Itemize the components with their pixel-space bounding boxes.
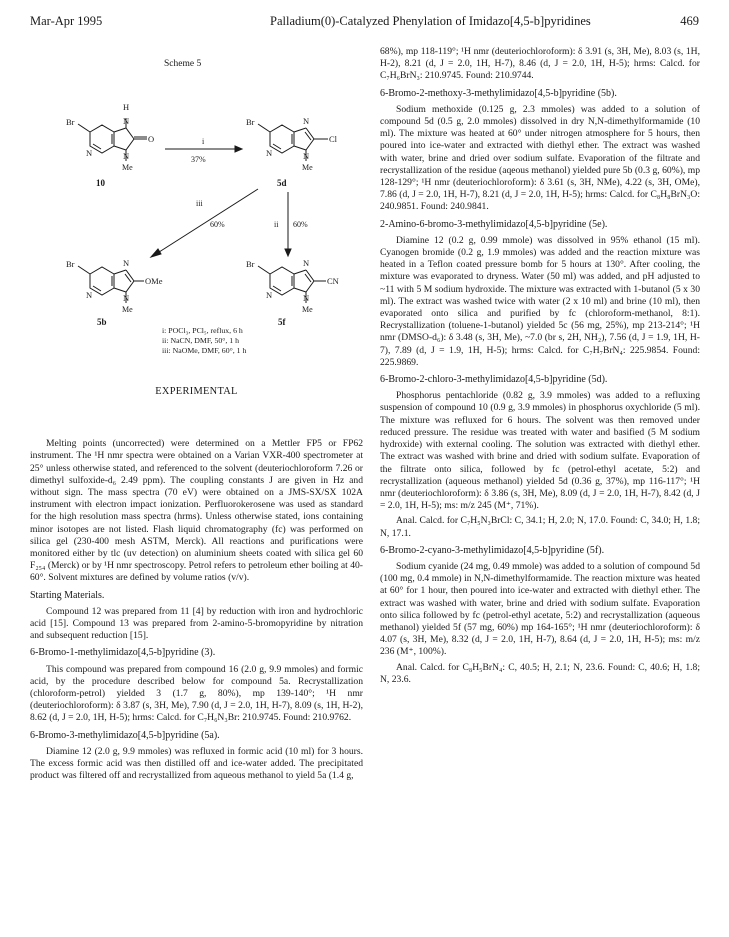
- reaction-conditions: [162, 326, 363, 356]
- condition-i: i: POCl₃, PCl₅, reflux, 6 h: [162, 326, 243, 335]
- atom-label: N: [303, 151, 310, 161]
- compound-heading: 6-Bromo-1-methylimidazo[4,5-b]pyridine (3).: [30, 647, 216, 659]
- condition-iii: iii: NaOMe, DMF, 60°, 1 h: [162, 346, 247, 355]
- arrow-yield: 60%: [210, 220, 225, 229]
- subsection-heading: Starting Materials.: [30, 589, 105, 601]
- reaction-scheme: [30, 44, 363, 326]
- atom-label: N: [303, 116, 310, 126]
- atom-label: H: [123, 102, 130, 112]
- running-title: Palladium(0)-Catalyzed Phenylation of Imidazo[4,5-b]pyridines: [270, 14, 591, 28]
- scheme-title: Scheme 5: [164, 59, 202, 69]
- atom-label: Me: [302, 163, 313, 172]
- condition-ii: ii: NaCN, DMF, 50°, 1 h: [162, 336, 240, 345]
- page-number: 469: [680, 14, 699, 28]
- atom-label: OMe: [145, 276, 163, 286]
- analysis-line: Anal. Calcd. for C₈H₅BrN₄: C, 40.5; H, 2.1; N, 23.6. Found: C, 40.6; H, 1.8; N, 23.6.: [380, 661, 700, 685]
- atom-label: N: [86, 148, 93, 158]
- atom-label: N: [123, 116, 130, 126]
- compound-heading: 2-Amino-6-bromo-3-methylimidazo[4,5-b]pyridine (5e).: [380, 218, 608, 230]
- paragraph: Diamine 12 (2.0 g, 9.9 mmoles) was refluxed in formic acid (10 ml) for 3 hours. The excess formic acid was then distilled off and ice-water added. The precipitated product was filtered off and recrystallized from aqueous methanol to yield 5a (1.4 g,: [30, 745, 363, 782]
- right-column: [380, 46, 700, 689]
- paragraph: Compound 12 was prepared from 11 [4] by reduction with iron and hydrochloric acid [15]. Compound 13 was prepared from 2-amino-5-bromopyridine by nitration and subsequent reduction [15].: [30, 605, 363, 642]
- atom-label: Me: [302, 305, 313, 314]
- atom-label: N: [123, 258, 130, 268]
- atom-label: N: [123, 151, 130, 161]
- compound-heading: 6-Bromo-2-chloro-3-methylimidazo[4,5-b]pyridine (5d).: [380, 374, 608, 386]
- compound-heading: 6-Bromo-2-cyano-3-methylimidazo[4,5-b]pyridine (5f).: [380, 544, 605, 556]
- compound-heading: 6-Bromo-3-methylimidazo[4,5-b]pyridine (5a).: [30, 729, 220, 741]
- atom-label: Br: [246, 117, 255, 127]
- atom-label: N: [266, 290, 273, 300]
- paragraph: This compound was prepared from compound 16 (2.0 g, 9.9 mmoles) and formic acid, by the procedure described below for compound 5a. Recrystallization (chloroform-petrol) yielded 3 (1.7 g, 80%), mp 139-140°; ¹H nmr (deuteriochloroform): δ 3.87 (s, 3H, Me), 7.90 (d, J = 2.0, 1H, H-7), 8.09 (s, 1H, H-2), 8.62 (d, J = 2.0, 1H, H-5); hrms: Calcd. for C₇H₆N₃Br: 210.9745. Found: 210.9762.: [30, 663, 363, 724]
- compound-label: 10: [96, 178, 105, 188]
- arrow-label: ii: [274, 220, 279, 229]
- atom-label: Br: [66, 117, 75, 127]
- compound-heading: 6-Bromo-2-methoxy-3-methylimidazo[4,5-b]pyridine (5b).: [380, 87, 617, 99]
- atom-label: N: [123, 293, 130, 303]
- arrow-label: i: [202, 137, 205, 146]
- scheme-drawing: [30, 44, 363, 326]
- paragraph-continued: 68%), mp 118-119°; ¹H nmr (deuteriochloroform): δ 3.91 (s, 3H, Me), 8.03 (s, 1H, H-2), 8.21 (d, J = 2.0, 1H, H-7), 8.46 (d, J = 2.0, 1H, H-5); hrms: Calcd. for C₇H₆BrN₃: 210.9745. Found: 210.9744.: [380, 46, 700, 82]
- arrow-yield: 37%: [191, 155, 206, 164]
- atom-label: CN: [327, 276, 339, 286]
- section-heading-experimental: EXPERIMENTAL: [155, 386, 238, 397]
- arrow-iii: [156, 189, 258, 254]
- atom-label: N: [303, 258, 310, 268]
- paragraph: Sodium methoxide (0.125 g, 2.3 mmoles) was added to a solution of compound 5d (0.5 g, 2.0 mmoles) dissolved in dry N,N-dimethylformamide (10 ml). The mixture was heated at 60° under nitrogen atmosphere for 5 hours, then poured into ice-water and extracted with diethyl ether. The extract was washed with water, brine and dried over sodium sulfate. Evaporation of the filtrate and recrystallization of the residue (aqeous methanol) yielded pure 5b (0.3 g, 60%), mp 128-129°; ¹H nmr (deuteriochloroform): δ 3.61 (s, 3H, NMe), 4.22 (s, 3H, OMe), 7.86 (d, J = 2.0, 1H, H-7), 8.21 (d, J = 2.0, 1H, H-5); hrms: Calcd. for C₈H₈BrN₃O: 240.9851. Found: 240.9841.: [380, 103, 700, 213]
- atom-label: N: [303, 293, 310, 303]
- compound-label: 5b: [97, 317, 107, 326]
- journal-issue-date: Mar-Apr 1995: [30, 14, 103, 28]
- atom-label: Cl: [329, 134, 338, 144]
- atom-label: N: [86, 290, 93, 300]
- paragraph: Phosphorus pentachloride (0.82 g, 3.9 mmoles) was added to a refluxing suspension of compound 10 (0.9 g, 3.9 mmoles) in phosphorus oxychloride (5 ml). The mixture was refluxed for 6 hours. The solvent was then removed under reduced pressure. The residue was treated with water and basified (5 M sodium hydroxide) with external cooling. The solution was extracted with diethyl ether. The extract was washed with brine and dried with sodium sulfate. Evaporation of the filtrate onto silica, followed by fc (petrol-ethyl acetate, 5:2) and recrystallization (aqueous methanol) yielded 5d (0.36 g, 37%), mp 116-117°; ¹H nmr (deuteriochloroform): δ 3.86 (s, 3H, Me), 8.09 (d, J = 2.0, 1H, H-7), 8.42 (d, J = 2.0, 1H, H-5); ms: m/z 245 (M⁺, 71%).: [380, 390, 700, 512]
- running-header: [30, 14, 699, 32]
- atom-label: Me: [122, 305, 133, 314]
- atom-label: Br: [66, 259, 75, 269]
- paragraph: Sodium cyanide (24 mg, 0.49 mmole) was added to a solution of compound 5d (100 mg, 0.4 mmole) in N,N-dimethylformamide. The reaction mixture was heated at 60° for 1 hour, then poured into ice-water and extracted with diethyl ether. The extract was washed with water, brine and dried with sodium sulfate. Evaporation onto silica followed by fc (petrol-ethyl acetate, 5:2) and recrystallization (aqueous methanol) yielded 5f (57 mg, 60%) mp 164-165°; ¹H nmr (deuteriochloroform): δ 4.07 (s, 3H, Me), 8.32 (d, J = 2.0, 1H, H-7), 8.64 (d, J = 2.0, 1H, H-5); ms: m/z 236 (M⁺, 100%).: [380, 560, 700, 658]
- atom-label: Me: [122, 163, 133, 172]
- compound-label: 5f: [278, 317, 286, 326]
- atom-label: O: [148, 134, 155, 144]
- left-column: [30, 44, 363, 785]
- experimental-intro: Melting points (uncorrected) were determined on a Mettler FP5 or FP62 instrument. The ¹H nmr spectra were obtained on a Varian VXR-400 spectrometer at 25° unless otherwise stated, and referenced to the solvent (deuteriochloroform 7.26 or dimethyl sulfoxide-d₆ 2.49 ppm). The coupling constants J are given in Hz and without sign. The mass spectra (70 eV) were obtained on a JMS-SX/SX 102A instrument with electron impact ionization. Perfluorokerosene was used as standard for the high resolution mass spectra (hrms). Unless otherwise stated, ions containing minor isotopes are not listed. Flash liquid chromatography (fc) was performed on silica gel (230-400 mesh ASTM, Merck). All reactions and purifications were monitored either by tlc (uv detection) on aluminium sheets coated with silica gel 60 F₂₅₄ (Merck) or by ¹H nmr spectroscopy. Petrol refers to petroleum ether boiling at 40-60°. Solvent mixtures are defined by volume ratios (v/v).: [30, 438, 363, 584]
- atom-label: N: [266, 148, 273, 158]
- arrow-yield: 60%: [293, 220, 308, 229]
- compound-label: 5d: [277, 178, 287, 188]
- arrow-label: iii: [196, 199, 203, 208]
- analysis-line: Anal. Calcd. for C₇H₅N₃BrCl: C, 34.1; H, 2.0; N, 17.0. Found: C, 34.0; H, 1.8; N, 17.1.: [380, 515, 700, 539]
- atom-label: Br: [246, 259, 255, 269]
- paragraph: Diamine 12 (0.2 g, 0.99 mmole) was dissolved in 95% ethanol (15 ml). Cyanogen bromide (0.2 g, 1.9 mmoles) was added and the reaction mixture was heated in a Teflon coated pressure bomb for 5 hours at 130°. After cooling, the mixture was evaporated to dryness. Water (50 ml) was added, and pH adjusted to ~11 with 5 M sodium hydroxide. The mixture was extracted with 1-butanol (5 x 30 ml). The extract was washed twice with water (2 x 10 ml) and brine (10 ml), then evaporated onto silica and purified by fc (chloroform-methanol, 8:1). Recrystallization (toluene-1-butanol) yielded 5c (56 mg, 25%), mp 213-214°; ¹H nmr (DMSO-d₆): δ 3.48 (s, 3H, Me), ~7.0 (br s, 2H, NH₂), 7.56 (d, J = 1.9, 1H, H-7), 7.89 (d, J = 1.9, 1H, H-5); hrms: Calcd. for C₇H₇BrN₄: 225.9854. Found: 225.9869.: [380, 234, 700, 368]
